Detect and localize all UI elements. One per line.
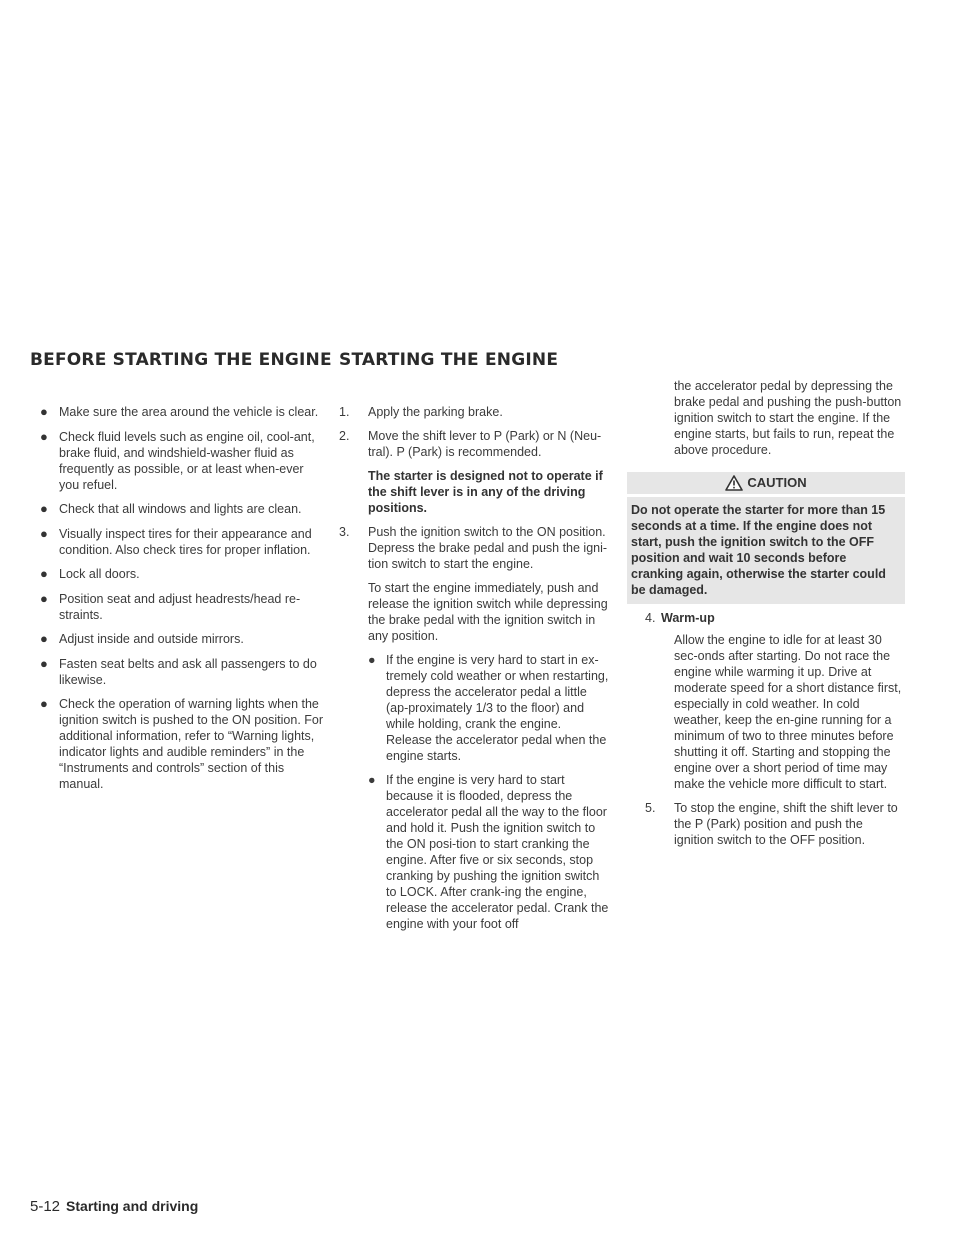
bullet-icon: ● <box>40 655 48 671</box>
step-3-continued: the accelerator pedal by depressing the brake pedal and pushing the push-button ignition switch to start the engine. If the engine starts, but fails to run, repeat the above procedure. <box>674 379 902 457</box>
list-item: ● Fasten seat belts and ask all passengers to do likewise. <box>40 655 317 687</box>
step-3-sub-item: ● If the engine is very hard to start in ex-tremely cold weather or when restarting, depress the accelerator pedal a little (ap-proximately 1/3 to the floor) and while holding, crank the engine. Release the accelerator pedal when the engine starts. <box>368 653 609 763</box>
list-item: ● Position seat and adjust headrests/head re-straints. <box>40 590 301 622</box>
list-item: ● Check that all windows and lights are clean. <box>40 501 302 516</box>
bullet-icon: ● <box>40 631 48 646</box>
step-1: 1. Apply the parking brake. <box>339 405 503 419</box>
bullet-icon: ● <box>368 773 376 787</box>
bullet-icon: ● <box>40 428 48 444</box>
bullet-icon: ● <box>40 590 48 606</box>
heading-starting: STARTING THE ENGINE <box>339 350 559 370</box>
step-3-paragraph: To start the engine immediately, push and release the ignition switch while depressing the brake pedal with the ignition switch in any position. <box>368 581 608 643</box>
list-item: ● Lock all doors. <box>40 566 140 581</box>
section-name: Starting and driving <box>66 1198 199 1214</box>
list-item: ● Check fluid levels such as engine oil, cool-ant, brake fluid, and windshield-washer fluid as frequently as possible, or at least when-ever you refuel. <box>40 428 315 492</box>
step-4-text: Allow the engine to idle for at least 30 sec-onds after starting. Do not race the engine while warming it up. Drive at moderate speed for a short distance first, especially in cold weather. In cold weather, keep the en-gine running for a minimum of two to three minutes before shutting it off. Starting and stopping the engine over a short period of time may make the vehicle more difficult to start. <box>674 633 902 791</box>
step-3: 3. Push the ignition switch to the ON position. Depress the brake pedal and push the igni-tion switch to start the engine. <box>339 525 608 571</box>
list-item: ● Make sure the area around the vehicle is clear. <box>40 404 319 419</box>
caution-title: CAUTION <box>747 475 807 490</box>
heading-before-starting: BEFORE STARTING THE ENGINE <box>30 350 332 370</box>
page-number: 5-12 <box>30 1198 61 1215</box>
step-5: 5. To stop the engine, shift the shift lever to the P (Park) position and push the ignition switch to the OFF position. <box>645 801 898 847</box>
step-2-note: The starter is designed not to operate if the shift lever is in any of the driving positions. <box>368 469 603 515</box>
bullet-icon: ● <box>40 696 48 711</box>
page-footer <box>30 1198 198 1215</box>
bullet-icon: ● <box>40 566 48 581</box>
caution-header <box>627 472 905 494</box>
list-item: ● Adjust inside and outside mirrors. <box>40 631 244 646</box>
step-2: 2. Move the shift lever to P (Park) or N (Neu-tral). P (Park) is recommended. <box>339 429 602 459</box>
starting-steps-col <box>339 404 609 940</box>
list-item: ● Check the operation of warning lights when the ignition switch is pushed to the ON position. For additional information, refer to “Warning lights, indicator lights and audible reminders” in the “Instruments and controls” section of this manual. <box>40 696 324 791</box>
caution-text: Do not operate the starter for more than 15 seconds at a time. If the engine does not start, push the ignition switch to the OFF position and wait 10 seconds before cranking again, otherwise the starter could be damaged. <box>627 497 905 604</box>
step-3-sub-item: ● If the engine is very hard to start because it is flooded, depress the accelerator pedal all the way to the floor and hold it. Push the ignition switch to the ON posi-tion to start cranking the engine. After five or six seconds, stop cranking by pushing the ignition switch to LOCK. After crank-ing the engine, release the accelerator pedal. Crank the engine with your foot off <box>368 773 609 931</box>
step-4: 4. Warm-up <box>645 611 715 625</box>
bullet-icon: ● <box>40 525 48 541</box>
bullet-icon: ● <box>40 404 48 419</box>
before-starting-list <box>30 404 326 801</box>
bullet-icon: ● <box>368 653 376 667</box>
list-item: ● Visually inspect tires for their appearance and condition. Also check tires for proper inflation. <box>40 525 312 557</box>
starting-steps-col-continued <box>627 378 905 856</box>
warning-triangle-icon <box>725 475 743 491</box>
bullet-icon: ● <box>40 501 48 516</box>
